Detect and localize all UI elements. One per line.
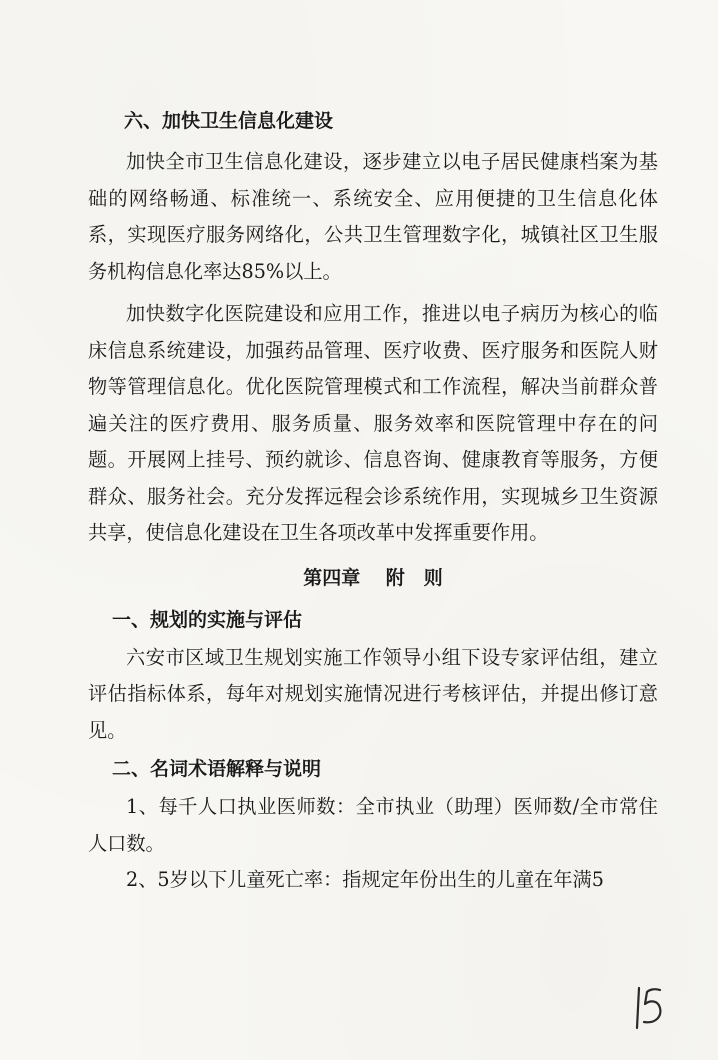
subsection-heading-terms: 二、名词术语解释与说明	[112, 758, 322, 780]
term-item-child-mortality: 2、5岁以下儿童死亡率：指规定年份出生的儿童在年满5	[126, 868, 604, 891]
section-heading-informatization: 六、加快卫生信息化建设	[124, 110, 334, 132]
handwritten-page-number	[630, 982, 670, 1032]
term-item-physicians: 1、每千人口执业医师数：全市执业（助理）医师数/全市常住人口数。	[88, 795, 658, 855]
paragraph-informatization-2: 加快数字化医院建设和应用工作，推进以电子病历为核心的临床信息系统建设，加强药品管理、医疗收费、医疗服务和医院人财物等管理信息化。优化医院管理模式和工作流程，解决当前群众普遍关注的医疗费用、服务质量、服务效率和医院管理中存在的问题。开展网上挂号、预约就诊、信息咨询、健康教育等服务，方便群众、服务社会。充分发挥远程会诊系统作用，实现城乡卫生资源共享，使信息化建设在卫生各项改革中发挥重要作用。	[88, 302, 658, 544]
subsection-heading-implementation: 一、规划的实施与评估	[112, 608, 303, 631]
paragraph-implementation: 六安市区域卫生规划实施工作领导小组下设专家评估组，建立评估指标体系，每年对规划实施情况进行考核评估，并提出修订意见。	[88, 645, 658, 742]
chapter-title: 第四章 附 则	[303, 566, 443, 589]
paragraph-informatization-1: 加快全市卫生信息化建设，逐步建立以电子居民健康档案为基础的网络畅通、标准统一、系统安全、应用便捷的卫生信息化体系，实现医疗服务网络化，公共卫生管理数字化，城镇社区卫生服务机构信息化率达85%以上。	[88, 150, 658, 283]
document-body	[88, 102, 658, 899]
